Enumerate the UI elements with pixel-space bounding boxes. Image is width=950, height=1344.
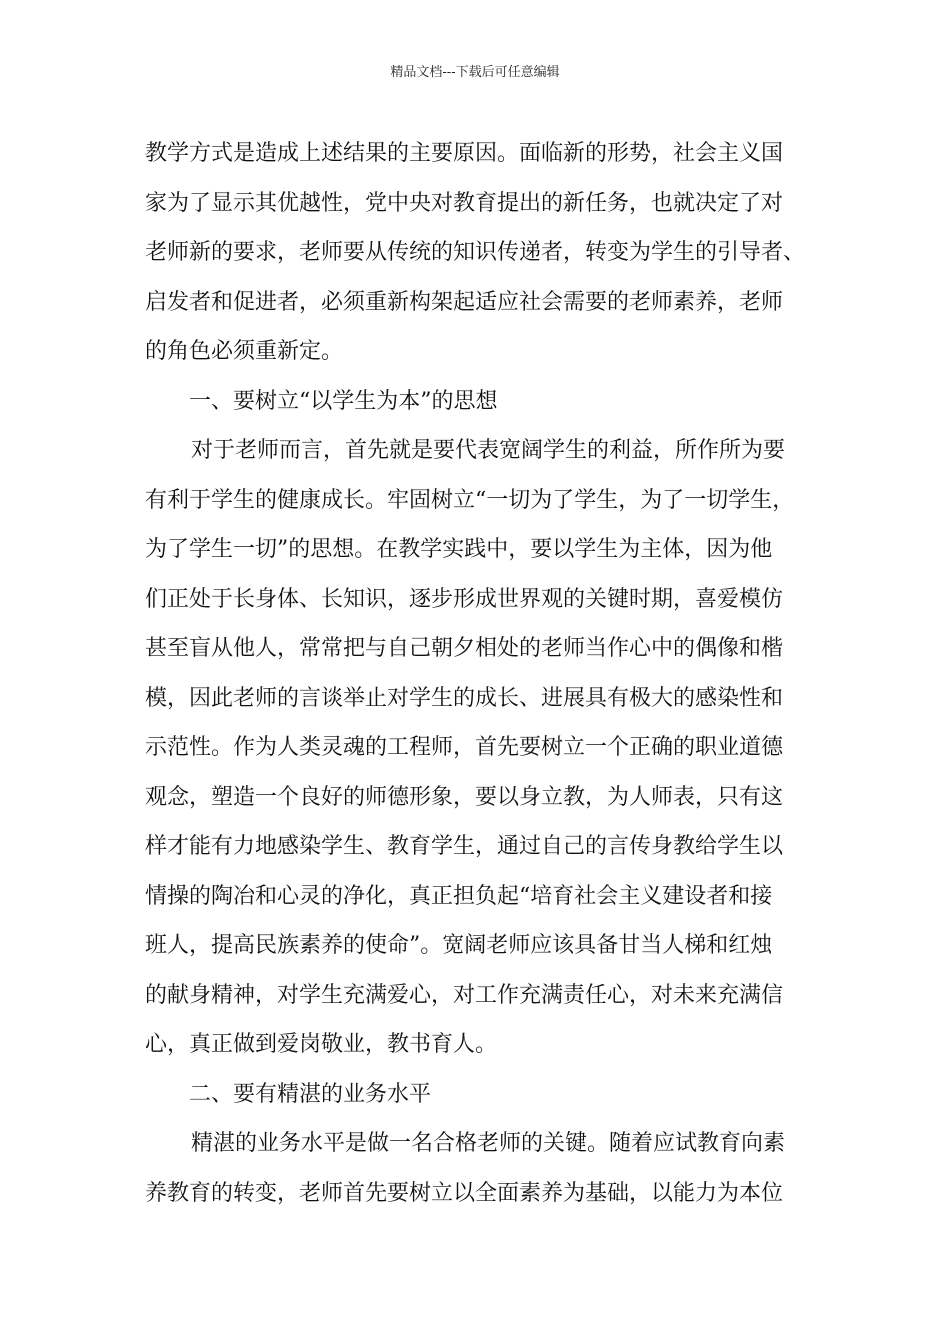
paragraph-line: 对于老师而言，首先就是要代表宽阔学生的利益，所作所为要 bbox=[191, 438, 786, 463]
paragraph-line: 班人，提高民族素养的使命”。宽阔老师应该具备甘当人梯和红烛 bbox=[145, 933, 773, 958]
paragraph-line: 的角色必须重新定。 bbox=[145, 339, 344, 364]
paragraph-line: 启发者和促进者，必须重新构架起适应社会需要的老师素养，老师 bbox=[145, 289, 784, 315]
paragraph-line: 心，真正做到爱岗敬业，教书育人。 bbox=[145, 1032, 498, 1057]
section-heading-2: 二、要有精湛的业务水平 bbox=[189, 1081, 432, 1107]
paragraph-line: 精湛的业务水平是做一名合格老师的关键。随着应试教育向素 bbox=[191, 1131, 786, 1156]
paragraph-line: 为了学生一切”的思想。在教学实践中，要以学生为主体，因为他 bbox=[145, 537, 773, 562]
paragraph-line: 养教育的转变，老师首先要树立以全面素养为基础，以能力为本位 bbox=[145, 1180, 784, 1206]
paragraph-line: 样才能有力地感染学生、教育学生，通过自己的言传身教给学生以 bbox=[145, 834, 784, 859]
paragraph-line: 老师新的要求，老师要从传统的知识传递者，转变为学生的引导者、 bbox=[145, 240, 806, 265]
paragraph-line: 模，因此老师的言谈举止对学生的成长、进展具有极大的感染性和 bbox=[145, 685, 784, 711]
section-heading-1: 一、要树立“以学生为本”的思想 bbox=[189, 388, 498, 414]
paragraph-line: 们正处于长身体、长知识，逐步形成世界观的关键时期，喜爱模仿 bbox=[145, 586, 784, 612]
paragraph-line: 家为了显示其优越性，党中央对教育提出的新任务，也就决定了对 bbox=[145, 190, 784, 216]
paragraph-line: 观念，塑造一个良好的师德形象，要以身立教，为人师表，只有这 bbox=[145, 784, 784, 810]
paragraph-line: 的献身精神，对学生充满爱心，对工作充满责任心，对未来充满信 bbox=[145, 982, 784, 1008]
paragraph-line: 甚至盲从他人，常常把与自己朝夕相处的老师当作心中的偶像和楷 bbox=[145, 636, 784, 661]
paragraph-line: 教学方式是造成上述结果的主要原因。面临新的形势，社会主义国 bbox=[145, 141, 784, 166]
paragraph-line: 情操的陶冶和心灵的净化，真正担负起“培育社会主义建设者和接 bbox=[145, 883, 773, 909]
paragraph-line: 示范性。作为人类灵魂的工程师，首先要树立一个正确的职业道德 bbox=[145, 735, 784, 760]
document-body bbox=[145, 129, 820, 1218]
paragraph-line: 有利于学生的健康成长。牢固树立“一切为了学生，为了一切学生， bbox=[145, 487, 795, 513]
page-header: 精品文档---下载后可任意编辑 bbox=[390, 65, 560, 80]
